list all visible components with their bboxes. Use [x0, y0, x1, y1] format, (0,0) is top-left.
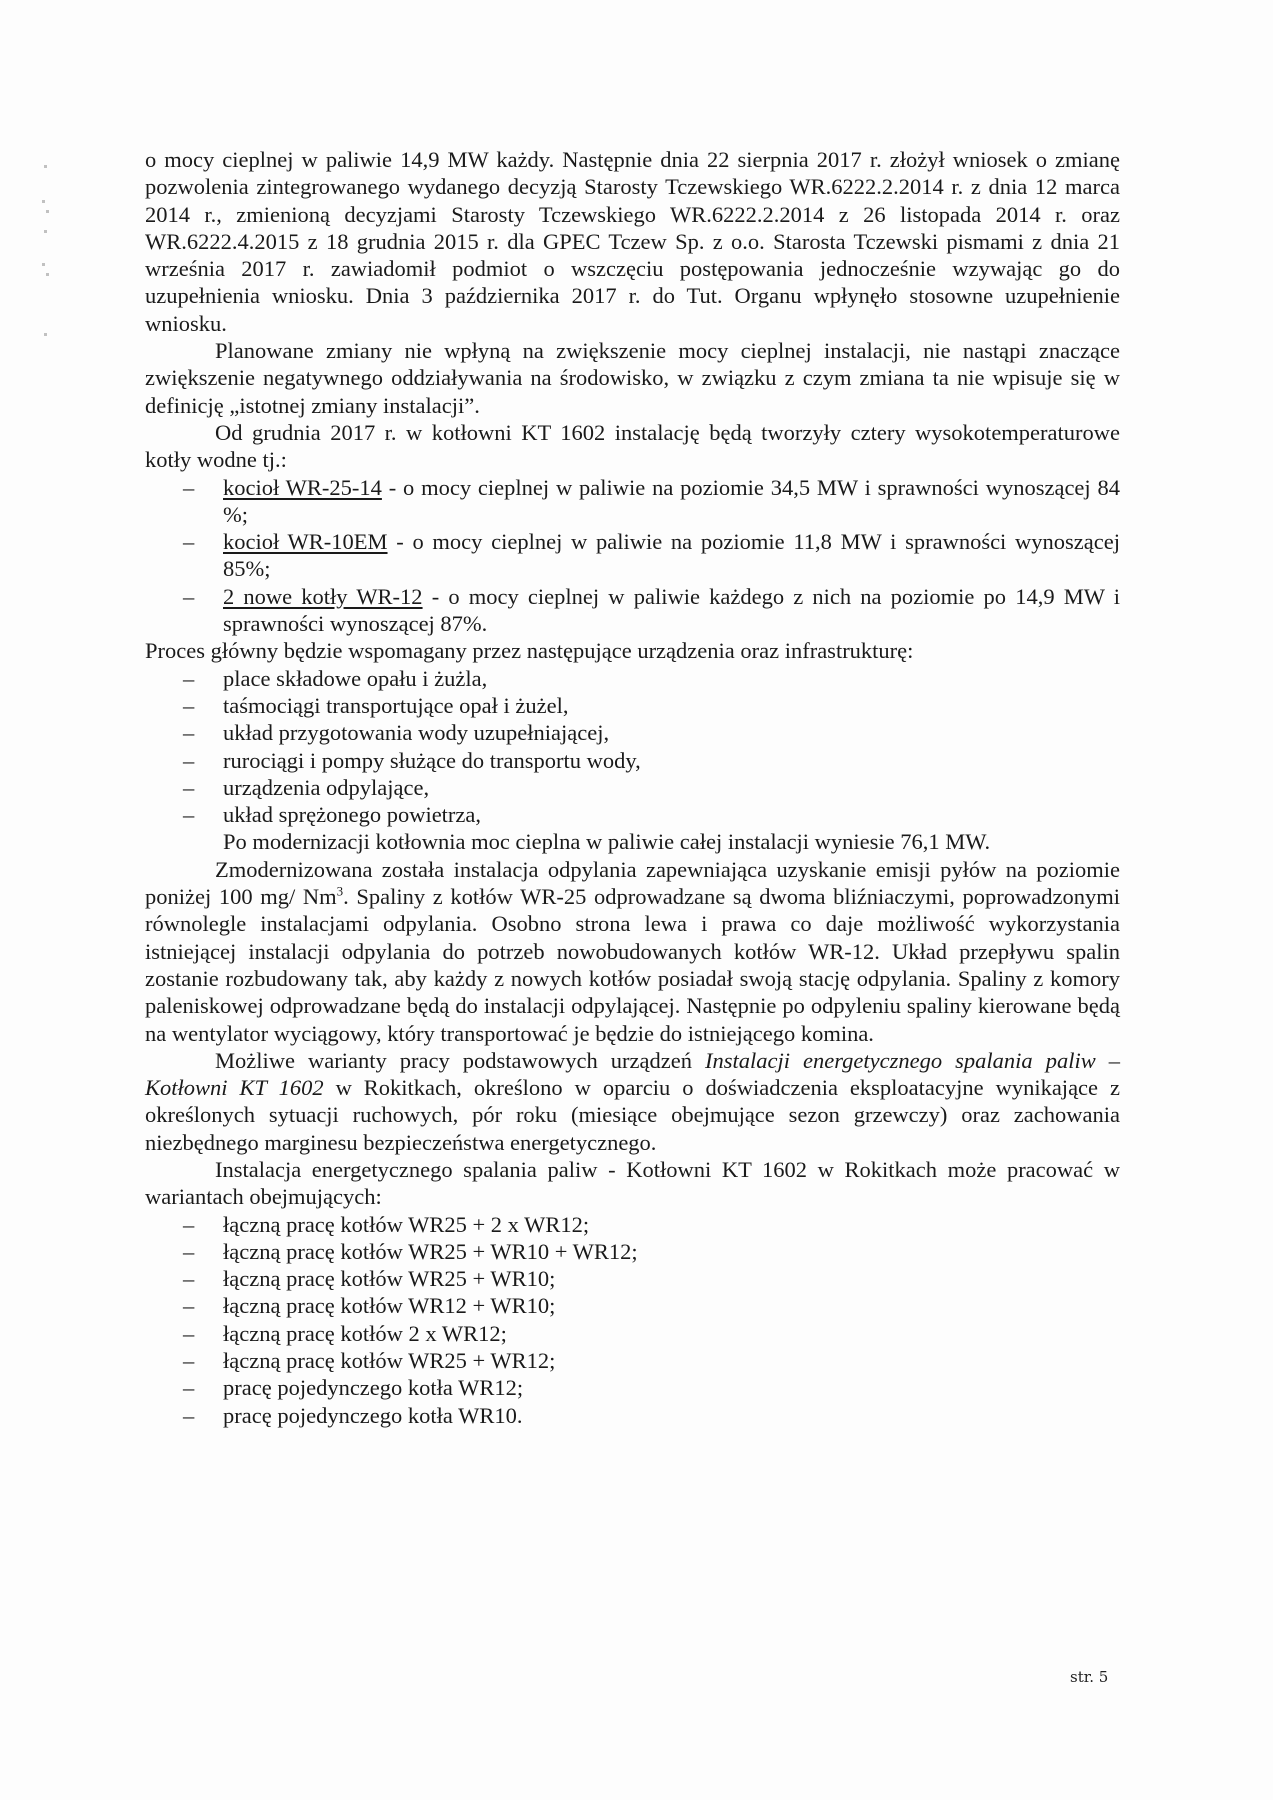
list-item	[145, 1347, 1120, 1374]
dash-bullet: –	[183, 1375, 195, 1401]
boiler-name: kocioł WR-25-14	[223, 474, 382, 500]
boiler-name: 2 nowe kotły WR-12	[223, 583, 423, 609]
list-item-text: łączną pracę kotłów WR25 + WR10 + WR12;	[223, 1238, 638, 1264]
dash-bullet: –	[183, 1293, 195, 1319]
dash-bullet: –	[183, 802, 195, 828]
dash-bullet: –	[183, 474, 195, 500]
dash-bullet: –	[183, 1348, 195, 1374]
list-item	[145, 692, 1120, 719]
dash-bullet: –	[183, 1266, 195, 1292]
list-item	[145, 1320, 1120, 1347]
dash-bullet: –	[183, 583, 195, 609]
paragraph-total-power: Po modernizacji kotłownia moc cieplna w paliwie całej instalacji wyniesie 76,1 MW.	[223, 829, 991, 855]
list-item	[145, 719, 1120, 746]
boiler-description: - o mocy cieplnej w paliwie każdego z nich na poziomie po 14,9 MW i sprawności wynoszącej 87%.	[223, 583, 1120, 637]
paragraph-operating-variants	[145, 1047, 1120, 1156]
text-span: Możliwe warianty pracy podstawowych urządzeń	[215, 1047, 705, 1073]
dash-bullet: –	[183, 747, 195, 773]
page-number: str. 5	[1070, 1668, 1109, 1686]
italic-installation-name: Instalacji energetycznego spalania paliw – Kotłowni KT 1602	[145, 1047, 1120, 1101]
dash-bullet: –	[183, 1238, 195, 1264]
dash-bullet: –	[183, 665, 195, 691]
text-span: Zmodernizowana została instalacja odpylania zapewniająca uzyskanie emisji pyłów na poziomie poniżej 100 mg/ Nm	[145, 856, 1120, 910]
list-item-text: układ przygotowania wody uzupełniającej,	[223, 720, 610, 746]
dash-bullet: –	[183, 774, 195, 800]
boiler-list	[145, 474, 1120, 638]
dash-bullet: –	[183, 692, 195, 718]
boiler-description: - o mocy cieplnej w paliwie na poziomie 11,8 MW i sprawności wynoszącej 85%;	[223, 529, 1120, 582]
paragraph-infrastructure-intro: Proces główny będzie wspomagany przez następujące urządzenia oraz infrastrukturę:	[145, 638, 914, 664]
scan-speck	[46, 210, 49, 213]
boiler-name: kocioł WR-10EM	[223, 529, 388, 555]
dash-bullet: –	[183, 1320, 195, 1346]
list-item	[145, 474, 1120, 529]
list-item	[145, 1265, 1120, 1292]
list-item-text: łączną pracę kotłów WR12 + WR10;	[223, 1293, 556, 1319]
scan-speck	[44, 165, 47, 168]
paragraph-boiler-intro: Od grudnia 2017 r. w kotłowni KT 1602 instalację będą tworzyły cztery wysokotemperaturowe kotły wodne tj.:	[145, 419, 1120, 473]
text-span: . Spaliny z kotłów WR-25 odprowadzane są dwoma bliźniaczymi, poprowadzonymi równolegle instalacjami odpylania. Osobno strona lewa i prawa co daje możliwość wykorzystania istniejącej instalacji odpylania do potrzeb nowobudowanych kotłów WR-12. Układ przepływu spalin zostanie rozbudowany tak, aby każdy z nowych kotłów posiadał swoją stację odpylania. Spaliny z komory paleniskowej odprowadzane będą do instalacji odpylającej. Następnie po odpyleniu spaliny kierowane będą na wentylator wyciągowy, który transportować je będzie do istniejącego komina.	[145, 884, 1120, 1046]
list-item	[145, 528, 1120, 583]
list-item	[145, 1402, 1120, 1429]
list-item-text: rurociągi i pompy służące do transportu wody,	[223, 747, 641, 773]
list-item-text: łączną pracę kotłów WR25 + 2 x WR12;	[223, 1211, 590, 1237]
list-item-text: łączną pracę kotłów WR25 + WR12;	[223, 1348, 556, 1374]
list-item-text: urządzenia odpylające,	[223, 774, 430, 800]
list-item	[145, 801, 1120, 828]
document-body	[145, 146, 1120, 1429]
dash-bullet: –	[183, 529, 195, 555]
scan-speck	[42, 200, 45, 203]
list-item	[145, 747, 1120, 774]
list-item	[145, 1211, 1120, 1238]
scan-speck	[44, 230, 47, 233]
paragraph-variants-intro: Instalacja energetycznego spalania paliw - Kotłowni KT 1602 w Rokitkach może pracować w wariantach obejmujących:	[145, 1156, 1120, 1210]
infrastructure-list	[145, 665, 1120, 829]
list-item-text: łączną pracę kotłów WR25 + WR10;	[223, 1266, 556, 1292]
dash-bullet: –	[183, 720, 195, 746]
list-item-text: pracę pojedynczego kotła WR12;	[223, 1375, 524, 1401]
list-item	[145, 774, 1120, 801]
boiler-description: - o mocy cieplnej w paliwie na poziomie 34,5 MW i sprawności wynoszącej 84 %;	[223, 474, 1120, 527]
list-item-text: pracę pojedynczego kotła WR10.	[223, 1402, 523, 1428]
scan-speck	[46, 273, 49, 276]
paragraph-planned-changes: Planowane zmiany nie wpłyną na zwiększenie mocy cieplnej instalacji, nie nastąpi znaczące zwiększenie negatywnego oddziaływania na środowisko, w związku z czym zmiana ta nie wpisuje się w definicję „istotnej zmiany instalacji”.	[145, 338, 1120, 418]
list-item	[145, 1292, 1120, 1319]
list-item	[145, 583, 1120, 638]
dash-bullet: –	[183, 1211, 195, 1237]
list-item-text: łączną pracę kotłów 2 x WR12;	[223, 1320, 507, 1346]
list-item-text: układ sprężonego powietrza,	[223, 802, 482, 828]
dash-bullet: –	[183, 1402, 195, 1428]
list-item	[145, 1238, 1120, 1265]
list-item-text: place składowe opału i żużla,	[223, 665, 488, 691]
scan-speck	[44, 333, 47, 336]
scan-speck	[42, 263, 45, 266]
paragraph-application-history: o mocy cieplnej w paliwie 14,9 MW każdy. Następnie dnia 22 sierpnia 2017 r. złożył wniosek o zmianę pozwolenia zintegrowanego wydanego decyzją Starosty Tczewskiego WR.6222.2.2014 r. z dnia 12 marca 2014 r., zmienioną decyzjami Starosty Tczewskiego WR.6222.2.2014 z 26 listopada 2014 r. oraz WR.6222.4.2015 z 18 grudnia 2015 r. dla GPEC Tczew Sp. z o.o. Starosta Tczewski pismami z dnia 21 września 2017 r. zawiadomił podmiot o wszczęciu postępowania jednocześnie wzywając go do uzupełnienia wniosku. Dnia 3 października 2017 r. do Tut. Organu wpłynęło stosowne uzupełnienie wniosku.	[145, 147, 1120, 336]
paragraph-dust-removal	[145, 856, 1120, 1047]
superscript: 3	[336, 883, 344, 899]
list-item	[145, 1374, 1120, 1401]
list-item-text: taśmociągi transportujące opał i żużel,	[223, 692, 569, 718]
list-item	[145, 665, 1120, 692]
text-span: w Rokitkach, określono w oparciu o doświadczenia eksploatacyjne wynikające z określonych sytuacji ruchowych, pór roku (miesiące obejmujące sezon grzewczy) oraz zachowania niezbędnego marginesu bezpieczeństwa energetycznego.	[145, 1075, 1120, 1155]
variants-list	[145, 1211, 1120, 1429]
